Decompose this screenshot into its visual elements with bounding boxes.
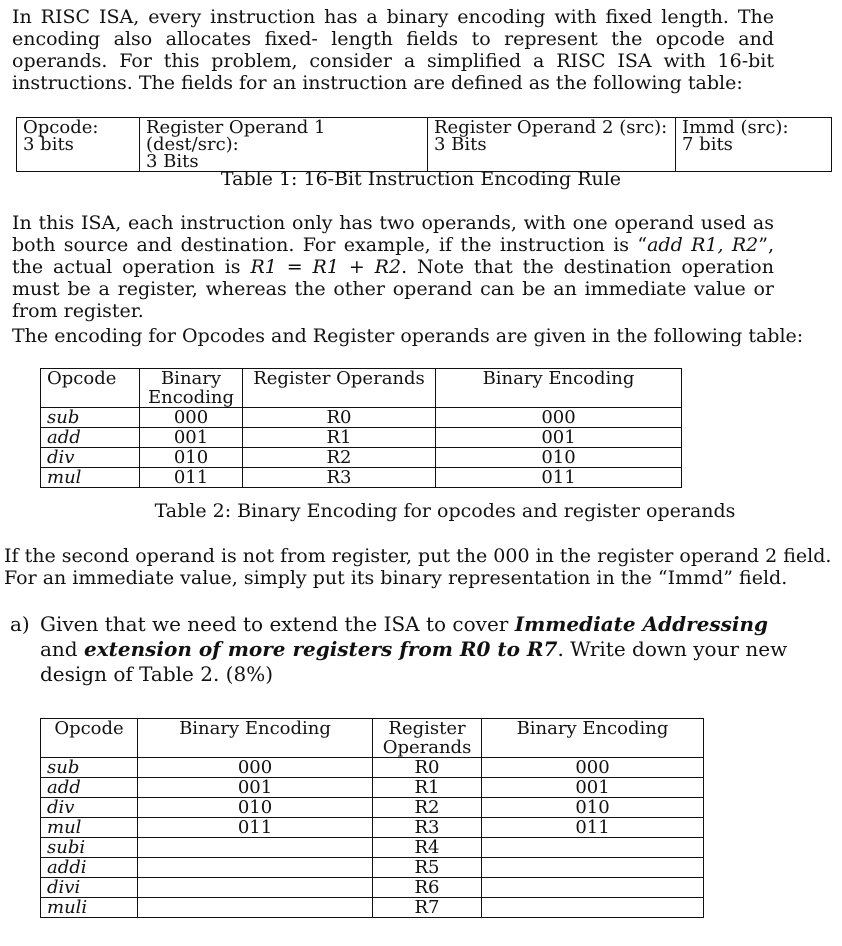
answer-table (40, 718, 704, 918)
intro-text: In RISC ISA, every instruction has a binary encoding with fixed length. The encoding also allocates fixed- length fields to represent the opcode and operands. For this problem, consider a simplified a RISC ISA with 16-bit instructions. The fields for an instruction are defined as the following table: (12, 6, 774, 94)
table-row: add 001 R1 001 (41, 778, 704, 798)
immediate-addressing-term: Immediate Addressing (514, 612, 768, 636)
col-header: Binary Encoding (436, 369, 682, 408)
operands-paragraph: In this ISA, each instruction only has two operands, with one operand used as both source and destination. For example, if the instruction is “add R1, R2”, the actual operation is R1 = R1 + R2. Note that the destination operation must be a register, whereas the other operand can be an immediate value or from register. (12, 212, 775, 322)
field-cell: Immd (src): 7 bits (676, 118, 832, 172)
table-row: mul 011 R3 011 (41, 468, 682, 488)
register-extension-term: extension of more registers from R0 to R7 (83, 637, 558, 661)
col-header: Register Operands (243, 369, 436, 408)
table-row: subi R4 (41, 838, 704, 858)
table-row: add 001 R1 001 (41, 428, 682, 448)
table-row: sub 000 R0 000 (41, 758, 704, 778)
table2-caption: Table 2: Binary Encoding for opcodes and register operands (154, 500, 736, 522)
table-row: addi R5 (41, 858, 704, 878)
question-a: a) Given that we need to extend the ISA to cover Immediate Addressing and extension of more registers from R0 to R7. Write down your new design of Table 2. (8%) (10, 612, 788, 686)
col-header: Binary Encoding (140, 369, 243, 408)
immediate-note: If the second operand is not from register, put the 000 in the register operand 2 field. For an immediate value, simply put its binary representation in the “Immd” field. (4, 545, 832, 589)
table-header-row (41, 719, 704, 758)
table-row: div 010 R2 010 (41, 798, 704, 818)
col-header: Opcode (41, 719, 138, 758)
field-cell: Register Operand 1 (dest/src): 3 Bits (140, 118, 428, 172)
table-row: muli R7 (41, 898, 704, 918)
table-header-row (41, 369, 682, 408)
table-row: divi R6 (41, 878, 704, 898)
col-header: Register Operands (373, 719, 482, 758)
instruction-fields-table (16, 117, 832, 172)
encoding-table (40, 368, 682, 488)
table-row: mul 011 R3 011 (41, 818, 704, 838)
col-header: Opcode (41, 369, 140, 408)
question-label: a) (10, 612, 30, 636)
encoding-intro: The encoding for Opcodes and Register operands are given in the following table: (12, 325, 804, 347)
intro-paragraph (12, 6, 774, 94)
table-row: sub 000 R0 000 (41, 408, 682, 428)
col-header: Binary Encoding (482, 719, 704, 758)
table-row: div 010 R2 010 (41, 448, 682, 468)
example-operation: R1 = R1 + R2 (250, 256, 402, 278)
table1-caption: Table 1: 16-Bit Instruction Encoding Rule (220, 168, 622, 190)
field-cell: Opcode: 3 bits (17, 118, 140, 172)
col-header: Binary Encoding (138, 719, 373, 758)
example-instruction: add R1, R2 (647, 234, 759, 256)
field-cell: Register Operand 2 (src): 3 Bits (428, 118, 676, 172)
